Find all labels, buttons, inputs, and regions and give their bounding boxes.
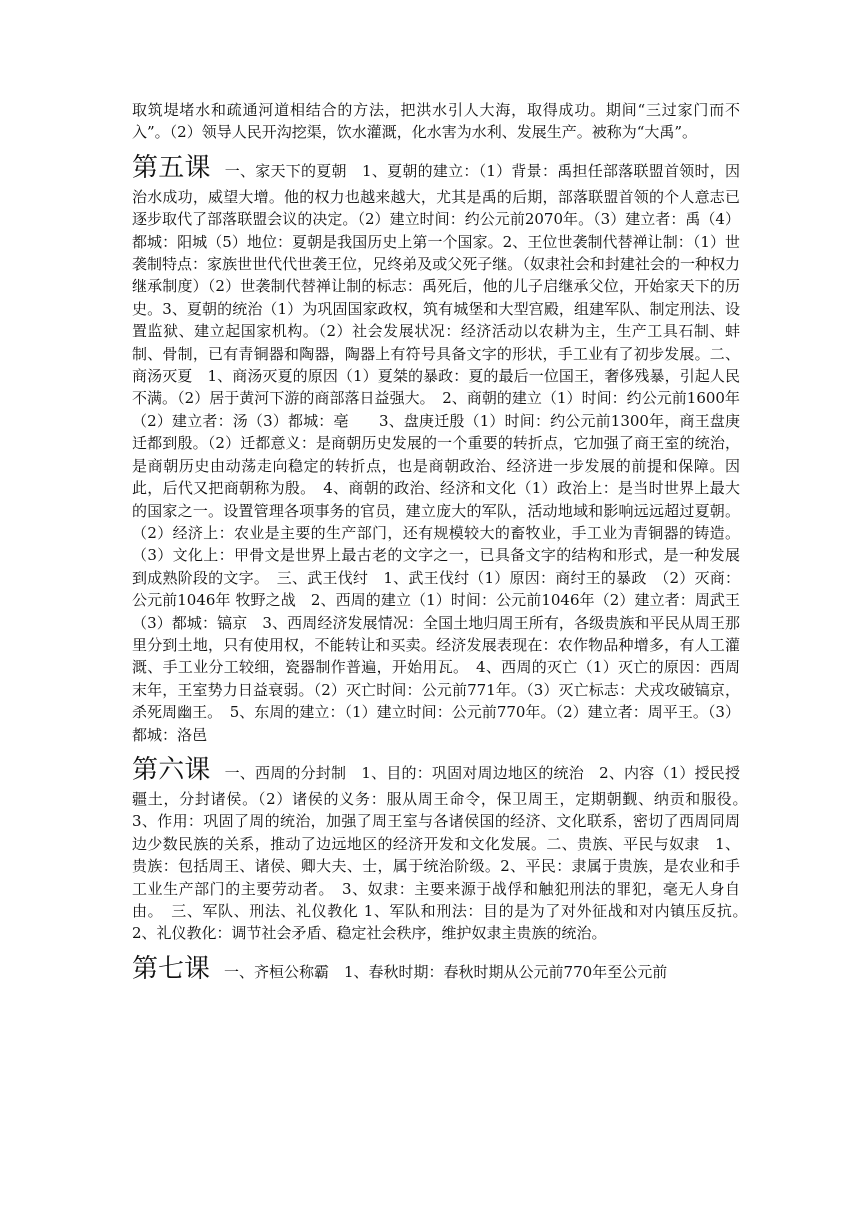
lesson-6-heading: 第六课 [132,754,211,785]
intro-paragraph: 取筑堤堵水和疏通河道相结合的方法，把洪水引人大海，取得成功。期间“三过家门而不入”。（2）领导人民开沟挖渠，饮水灌溉，化水害为水利、发展生产。被称为“大禹”。 [132,101,740,142]
lesson-5-section [132,150,740,746]
lesson-5-body: 一、家天下的夏朝 1、夏朝的建立：（1）背景：禹担任部落联盟首领时，因治水成功，威望大增。他的权力也越来越大，尤其是禹的后期，部落联盟首领的个人意志已逐步取代了部落联盟会议的决定。（2）建立时间：约公元前2070年。（3）建立者：禹（4）都城：阳城（5）地位：夏朝是我国历史上第一个国家。2、王位世袭制代替禅让制：（1）世袭制特点：家族世世代代世袭王位，兄终弟及或父死子继。（奴隶社会和封建社会的一种权力继承制度）（2）世袭制代替禅让制的标志：禹死后，他的儿子启继承父位，开始家天下的历史。3、夏朝的统治（1）为巩固国家政权，筑有城堡和大型宫殿，组建军队、制定刑法、设置监狱、建立起国家机构。（2）社会发展状况：经济活动以农耕为主，生产工具石制、蚌制、骨制，已有青铜器和陶器，陶器上有符号具备文字的形状，手工业有了初步发展。二、商汤灭夏 1、商汤灭夏的原因（1）夏桀的暴政：夏的最后一位国王，奢侈残暴，引起人民不满。（2）居于黄河下游的商部落日益强大。 2、商朝的建立（1）时间：约公元前1600年（2）建立者：汤（3）都城：亳 3、盘庚迁殷（1）时间：约公元前1300年，商王盘庚迁都到殷。（2）迁都意义：是商朝历史发展的一个重要的转折点，它加强了商王室的统治，是商朝历史由动荡走向稳定的转折点，也是商朝政治、经济进一步发展的前提和保障。因此，后代又把商朝称为殷。 4、商朝的政治、经济和文化（1）政治上：是当时世界上最大的国家之一。设置管理各项事务的官员，建立庞大的军队，活动地域和影响远远超过夏朝。（2）经济上：农业是主要的生产部门，还有规模较大的畜牧业，手工业为青铜器的铸造。（3）文化上：甲骨文是世界上最古老的文字之一，已具备文字的结构和形式，是一种发展到成熟阶段的文字。 三、武王伐纣 1、武王伐纣（1）原因：商纣王的暴政 （2）灭商：公元前1046年 牧野之战 2、西周的建立（1）时间：公元前1046年（2）建立者：周武王（3）都城：镐京 3、西周经济发展情况：全国土地归周王所有，各级贵族和平民从周王那里分到土地，只有使用权，不能转让和买卖。经济发展表现在：农作物品种增多，有人工灌溉、手工业分工较细，瓷器制作普遍，开始用瓦。 4、西周的灭亡（1）灭亡的原因：西周末年，王室势力日益衰弱。（2）灭亡时间：公元前771年。（3）灭亡标志：犬戎攻破镐京，杀死周幽王。 5、东周的建立：（1）建立时间：公元前770年。（2）建立者：周平王。（3）都城：洛邑 [132,161,740,744]
lesson-5-heading: 第五课 [132,152,211,183]
document-page [132,99,756,987]
lesson-6-section [132,752,756,945]
lesson-6-body: 一、西周的分封制 1、目的：巩固对周边地区的统治 2、内容（1）授民授疆土，分封诸侯。（2）诸侯的义务：服从周王命令，保卫周王，定期朝觐、纳贡和服役。 3、作用：巩固了周的统治，加强了周王室与各诸侯国的经济、文化联系，密切了西周同周边少数民族的关系，推动了边远地区的经济开发和文化发展。二、贵族、平民与奴隶 1、贵族：包括周王、诸侯、卿大夫、士，属于统治阶级。2、平民：隶属于贵族，是农业和手工业生产部门的主要劳动者。 3、奴隶：主要来源于战俘和触犯刑法的罪犯，毫无人身自由。 三、军队、刑法、礼仪教化 1、军队和刑法：目的是为了对外征战和对内镇压反抗。 2、礼仪教化：调节社会矛盾、稳定社会秩序，维护奴隶主贵族的统治。 [132,763,756,943]
lesson-7-heading: 第七课 [132,953,211,984]
lesson-7-section [132,951,740,987]
lesson-7-body: 一、齐桓公称霸 1、春秋时期：春秋时期从公元前770年至公元前 [224,962,668,981]
